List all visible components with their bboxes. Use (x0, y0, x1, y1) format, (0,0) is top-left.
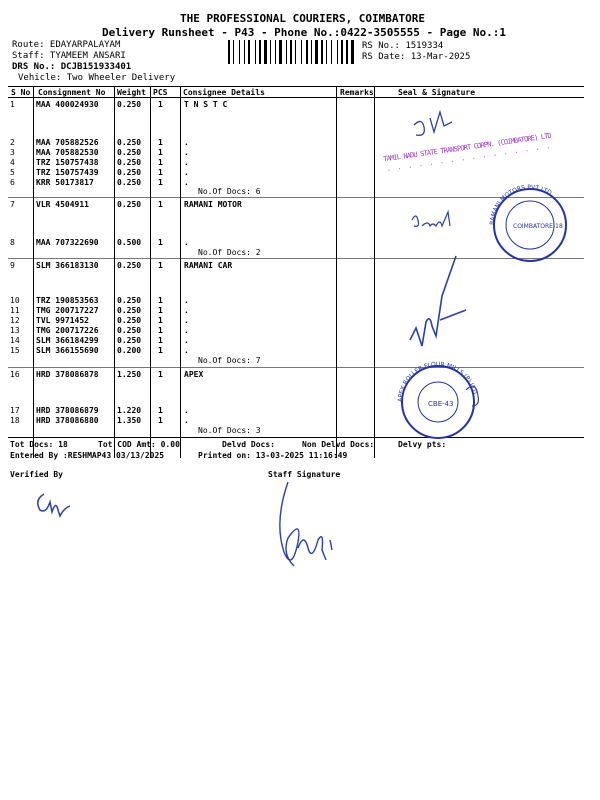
row-weight: 1.250 (117, 370, 142, 379)
row-consignment-no: MAA 705882526 (36, 138, 99, 147)
row-weight: 0.250 (117, 326, 142, 335)
apex-stamp (397, 361, 478, 438)
tnstc-stamp (383, 132, 554, 173)
row-consignee: . (184, 238, 189, 247)
row-consignment-no: TRZ 150757439 (36, 168, 99, 177)
row-consignee: . (184, 406, 189, 415)
staff-signature-label: Staff Signature (268, 470, 341, 479)
col-header-consignee: Consignee Details (183, 88, 265, 97)
total-docs: Tot Docs: 18 (10, 440, 68, 449)
row-consignment-no: MAA 705882530 (36, 148, 99, 157)
row-consignee: . (184, 306, 189, 315)
row-pcs: 1 (158, 168, 163, 177)
row-weight: 0.250 (117, 158, 142, 167)
row-pcs: 1 (158, 138, 163, 147)
col-header-consignment: Consignment No (38, 88, 106, 97)
row-pcs: 1 (158, 178, 163, 187)
row-pcs: 1 (158, 406, 163, 415)
row-sno: 3 (10, 148, 15, 157)
staff-label: Staff: TYAMEEM ANSARI (12, 51, 126, 61)
table-top-rule (8, 86, 584, 87)
row-consignee: . (184, 148, 189, 157)
row-weight: 0.250 (117, 100, 142, 109)
svg-text:TAMIL NADU STATE TRANSPORT COR: TAMIL NADU STATE TRANSPORT CORPN. (COIMBATORE) LTD (382, 131, 553, 164)
row-weight: 0.250 (117, 261, 142, 270)
col-divider (180, 87, 181, 458)
printed-on: Printed on: 13-03-2025 11:16:49 (198, 451, 348, 460)
row-consignee: . (184, 336, 189, 345)
row-weight: 0.250 (117, 336, 142, 345)
row-consignment-no: SLM 366184299 (36, 336, 99, 345)
row-pcs: 1 (158, 326, 163, 335)
docs-count: No.Of Docs: 3 (198, 426, 261, 435)
tnstc-signature (414, 112, 452, 135)
svg-text:APEX ROLLER FLOUR MILLS (P) LT: APEX ROLLER FLOUR MILLS (P) LTD (396, 360, 479, 403)
row-consignee: . (184, 346, 189, 355)
staff-signature (258, 478, 348, 588)
row-weight: 0.250 (117, 306, 142, 315)
row-pcs: 1 (158, 296, 163, 305)
row-consignee: . (184, 158, 189, 167)
row-weight: 0.250 (117, 168, 142, 177)
row-pcs: 1 (158, 346, 163, 355)
row-pcs: 1 (158, 200, 163, 209)
row-sno: 1 (10, 100, 15, 109)
svg-text:COIMBATORE-18: COIMBATORE-18 (513, 223, 563, 230)
row-weight: 0.200 (117, 346, 142, 355)
row-consignment-no: HRD 378086880 (36, 416, 99, 425)
docs-count: No.Of Docs: 2 (198, 248, 261, 257)
delivery-points: Delvy pts: (398, 440, 447, 449)
row-consignee: . (184, 316, 189, 325)
row-consignee: RAMANI MOTOR (184, 200, 242, 209)
row-consignee: . (184, 326, 189, 335)
row-sno: 9 (10, 261, 15, 270)
docs-count: No.Of Docs: 6 (198, 187, 261, 196)
col-header-remarks: Remarks (340, 88, 374, 97)
col-divider (336, 87, 337, 458)
svg-text:. . . . . . . . . . . . . . .: . . . . . . . . . . . . . . . . (386, 142, 551, 174)
col-header-weight: Weight (117, 88, 146, 97)
verified-signature (30, 480, 90, 520)
row-consignment-no: TMG 200717226 (36, 326, 99, 335)
row-sno: 16 (10, 370, 20, 379)
row-pcs: 1 (158, 238, 163, 247)
row-consignment-no: KRR 50173817 (36, 178, 94, 187)
runsheet-subtitle: Delivery Runsheet - P43 - Phone No.:0422-3505555 - Page No.:1 (102, 26, 506, 39)
col-divider (33, 87, 34, 458)
row-sno: 10 (10, 296, 20, 305)
row-consignee: T N S T C (184, 100, 228, 109)
col-header-seal: Seal & Signature (398, 88, 476, 97)
row-sno: 12 (10, 316, 20, 325)
row-weight: 0.250 (117, 316, 142, 325)
row-consignee: . (184, 138, 189, 147)
row-consignee: APEX (184, 370, 204, 379)
docs-count: No.Of Docs: 7 (198, 356, 261, 365)
row-sno: 17 (10, 406, 20, 415)
non-delivered-docs: Non Delvd Docs: (302, 440, 375, 449)
row-sno: 6 (10, 178, 15, 187)
row-pcs: 1 (158, 261, 163, 270)
row-consignment-no: SLM 366155690 (36, 346, 99, 355)
row-consignment-no: TRZ 190853563 (36, 296, 99, 305)
col-header-sno: S No (11, 88, 31, 97)
row-consignee: . (184, 296, 189, 305)
row-consignment-no: TVL 9971452 (36, 316, 89, 325)
row-sno: 4 (10, 158, 15, 167)
delivered-docs: Delvd Docs: (222, 440, 275, 449)
row-weight: 0.250 (117, 296, 142, 305)
row-consignee: . (184, 416, 189, 425)
row-weight: 0.250 (117, 148, 142, 157)
header-rule (8, 97, 584, 98)
ramani-stamp (489, 184, 566, 261)
row-pcs: 1 (158, 336, 163, 345)
row-sno: 13 (10, 326, 20, 335)
row-consignment-no: MAA 707322690 (36, 238, 99, 247)
vehicle-label: Vehicle: Two Wheeler Delivery (18, 73, 176, 83)
row-consignment-no: TMG 200717227 (36, 306, 99, 315)
ramani-car-signature (410, 256, 466, 346)
ramani-signature (412, 212, 450, 226)
rs-number: RS No.: 1519334 (362, 41, 444, 51)
row-pcs: 1 (158, 316, 163, 325)
verified-by-label: Verified By (10, 470, 63, 479)
rs-date: RS Date: 13-Mar-2025 (362, 52, 471, 62)
drs-number: DRS No.: DCJB151933401 (12, 62, 132, 72)
row-sno: 15 (10, 346, 20, 355)
row-pcs: 1 (158, 100, 163, 109)
row-sno: 7 (10, 200, 15, 209)
row-consignment-no: SLM 366183130 (36, 261, 99, 270)
row-consignee: . (184, 178, 189, 187)
entered-by: Entered By :RESHMAP43 03/13/2025 (10, 451, 165, 460)
row-pcs: 1 (158, 158, 163, 167)
row-consignment-no: TRZ 150757438 (36, 158, 99, 167)
row-sno: 2 (10, 138, 15, 147)
row-sno: 11 (10, 306, 20, 315)
row-sno: 18 (10, 416, 20, 425)
row-pcs: 1 (158, 370, 163, 379)
row-weight: 0.250 (117, 138, 142, 147)
total-cod-amount: Tot COD Amt: 0.00 (98, 440, 180, 449)
row-pcs: 1 (158, 306, 163, 315)
company-title: THE PROFESSIONAL COURIERS, COIMBATORE (180, 12, 426, 25)
route-label: Route: EDAYARPALAYAM (12, 40, 121, 50)
barcode (228, 40, 358, 64)
row-sno: 14 (10, 336, 20, 345)
row-consignment-no: VLR 4504911 (36, 200, 89, 209)
row-consignee: . (184, 168, 189, 177)
col-divider (150, 87, 151, 458)
row-weight: 1.220 (117, 406, 142, 415)
seal-signature-area (370, 100, 590, 440)
row-sno: 5 (10, 168, 15, 177)
svg-text:RAMANI MOTORS PVT LTD: RAMANI MOTORS PVT LTD (488, 183, 553, 226)
svg-text:CBE-43: CBE-43 (428, 400, 454, 408)
row-weight: 0.250 (117, 200, 142, 209)
row-weight: 0.250 (117, 178, 142, 187)
row-consignee: RAMANI CAR (184, 261, 233, 270)
row-weight: 1.350 (117, 416, 142, 425)
row-consignment-no: MAA 400024930 (36, 100, 99, 109)
row-pcs: 1 (158, 416, 163, 425)
row-consignment-no: HRD 378086879 (36, 406, 99, 415)
row-pcs: 1 (158, 148, 163, 157)
col-divider (114, 87, 115, 458)
row-consignment-no: HRD 378086878 (36, 370, 99, 379)
row-sno: 8 (10, 238, 15, 247)
row-weight: 0.500 (117, 238, 142, 247)
col-header-pcs: PCS (153, 88, 168, 97)
